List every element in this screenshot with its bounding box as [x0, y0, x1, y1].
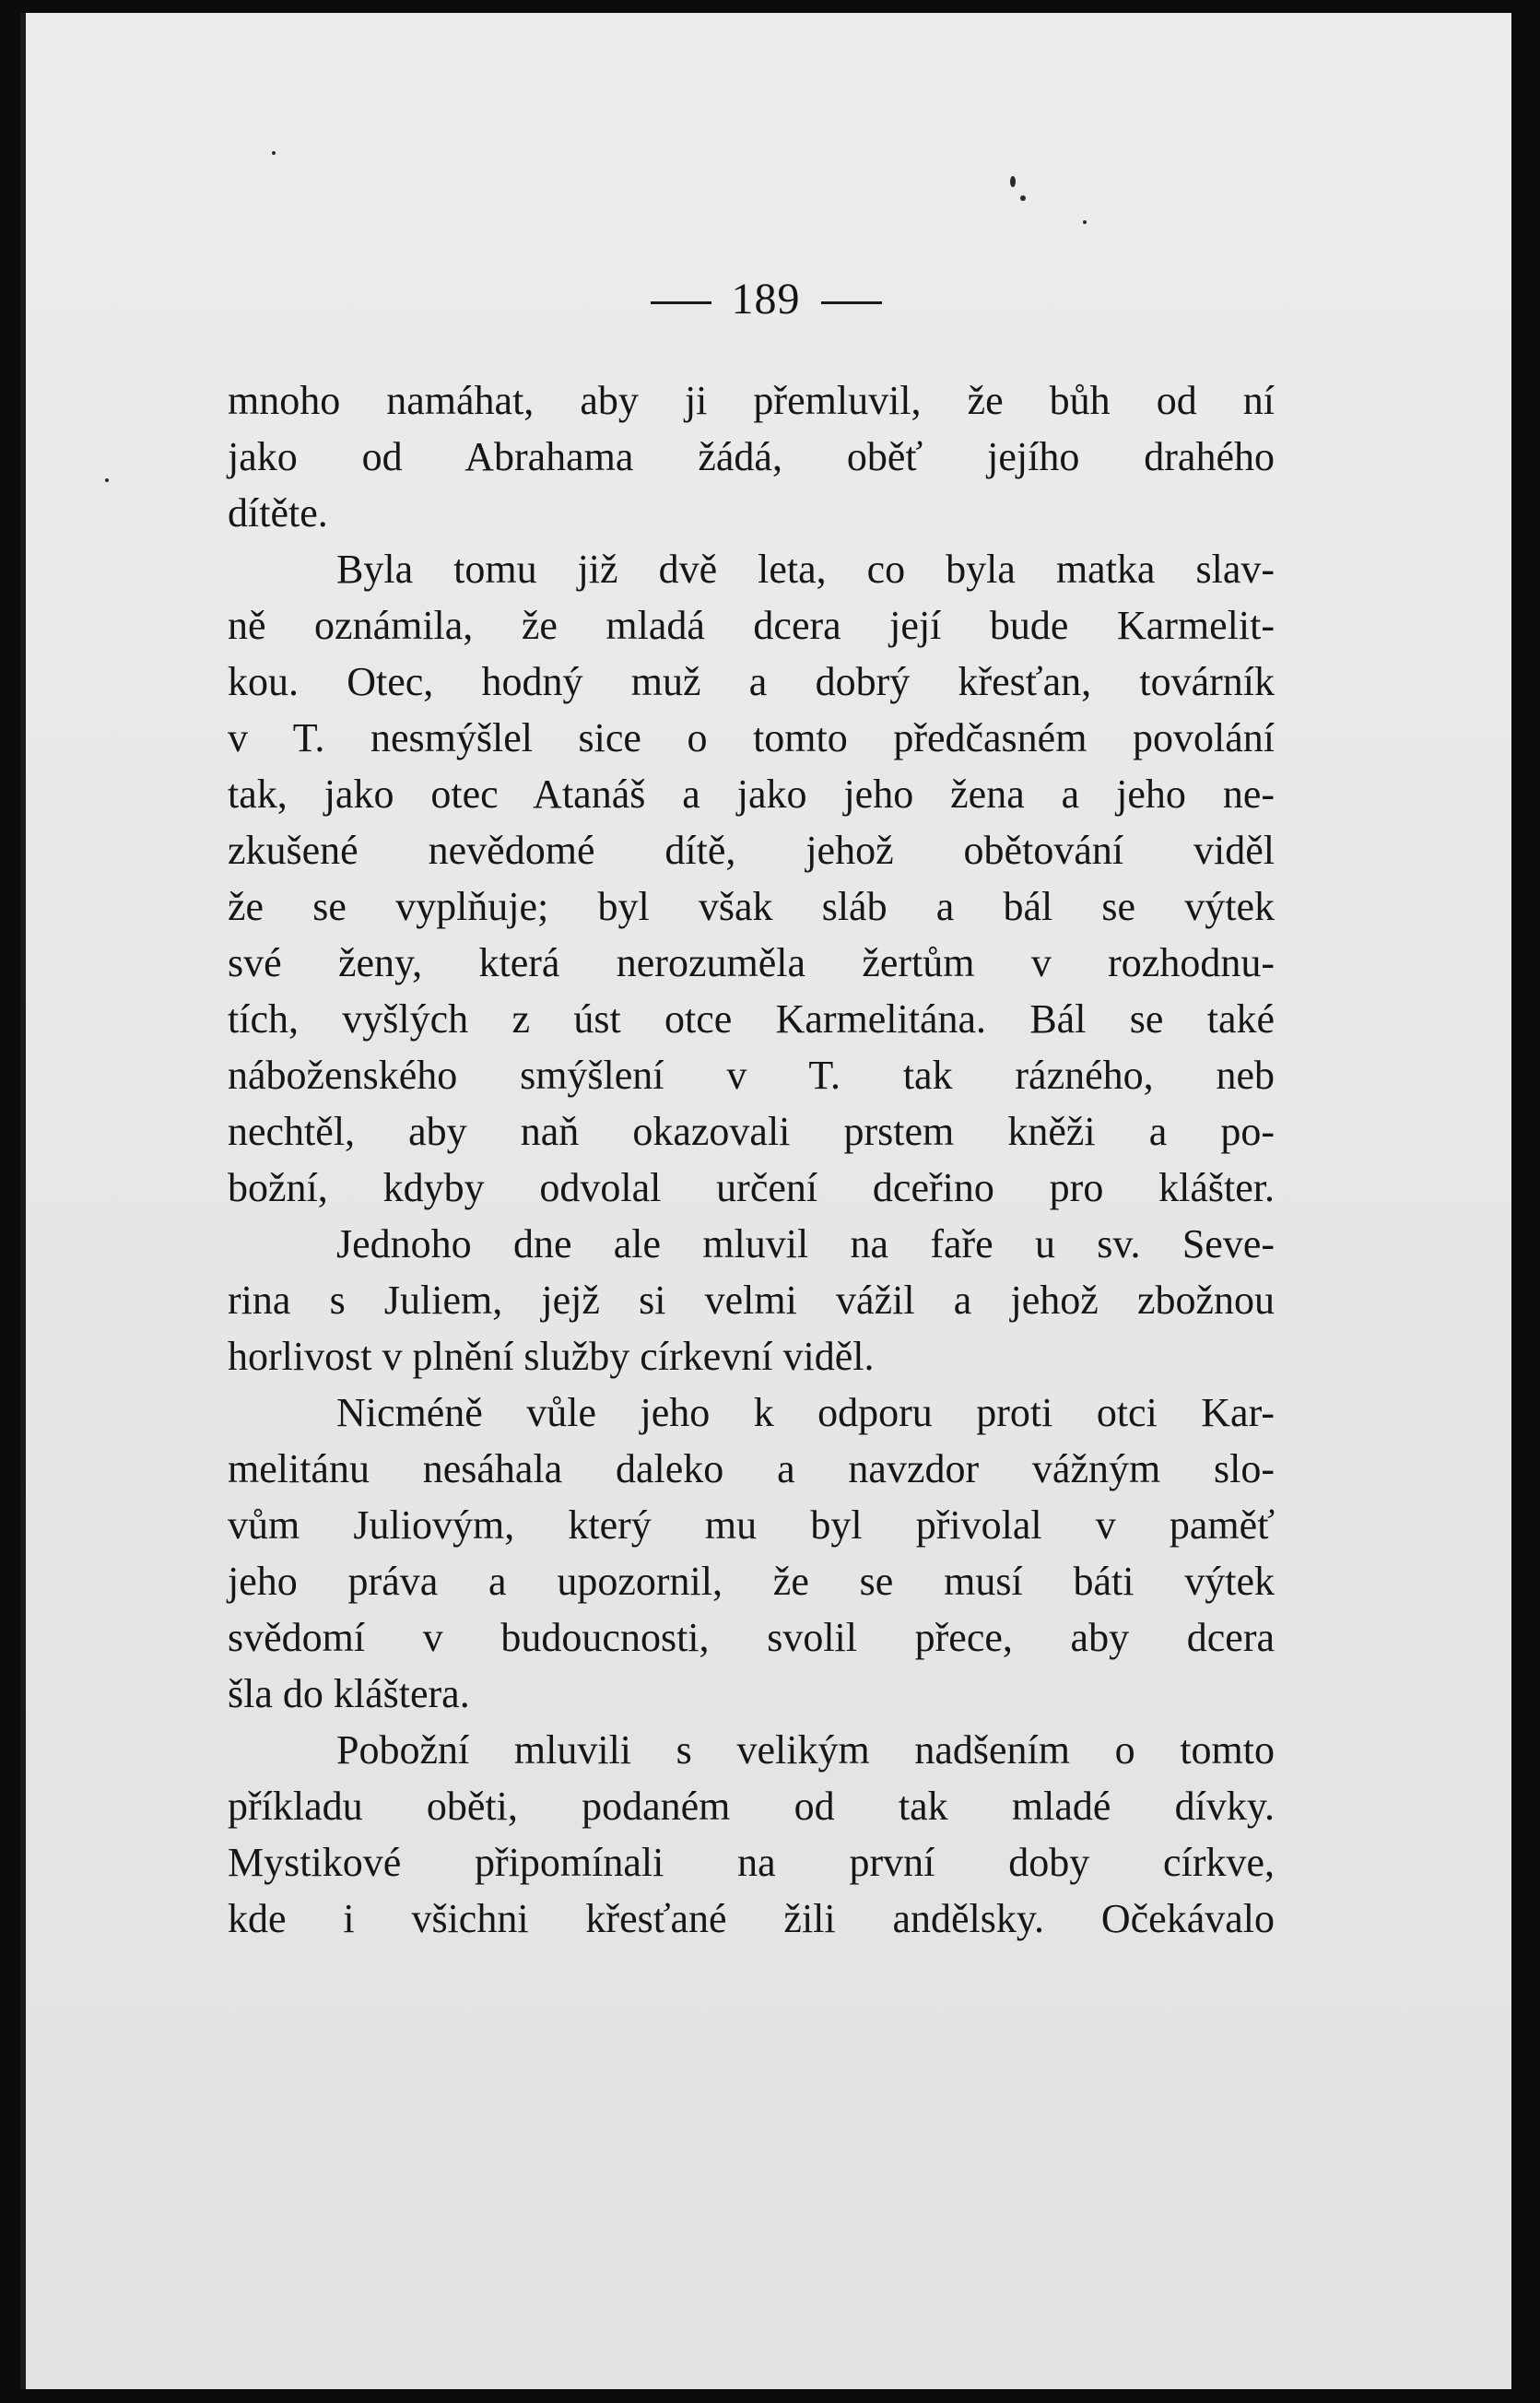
text-line: příkladu oběti, podaném od tak mladé dívky.: [228, 1784, 1275, 1829]
text-line: zkušené nevědomé dítě, jehož obětování viděl: [228, 828, 1275, 873]
ink-speck: [272, 151, 276, 155]
text-line: melitánu nesáhala daleko a navzdor vážným slo-: [228, 1446, 1275, 1491]
ink-speck: [1020, 195, 1026, 201]
text-line: kou. Otec, hodný muž a dobrý křesťan, továrník: [228, 659, 1275, 704]
text-line: jeho práva a upozornil, že se musí báti výtek: [228, 1559, 1275, 1604]
ink-speck: [1010, 176, 1016, 187]
ink-speck: [1083, 220, 1087, 224]
text-line: Byla tomu již dvě leta, co byla matka slav-: [336, 547, 1275, 592]
text-line: rina s Juliem, jejž si velmi vážil a jehož zbožnou: [228, 1278, 1275, 1323]
text-line: své ženy, která nerozuměla žertům v rozhodnu-: [228, 940, 1275, 985]
text-line: Jednoho dne ale mluvil na faře u sv. Seve-: [336, 1221, 1275, 1266]
body-text: [228, 372, 1275, 1947]
text-line: Pobožní mluvili s velikým nadšením o tomto: [336, 1727, 1275, 1773]
text-line: jako od Abrahama žádá, oběť jejího drahého: [228, 434, 1275, 479]
text-line: svědomí v budoucnosti, svolil přece, aby dcera: [228, 1615, 1275, 1660]
page-edge-shadow: [20, 13, 26, 2389]
text-line: Nicméně vůle jeho k odporu proti otci Kar-: [336, 1390, 1275, 1435]
text-line: šla do kláštera.: [228, 1671, 470, 1716]
text-line: božní, kdyby odvolal určení dceřino pro klášter.: [228, 1165, 1275, 1210]
text-line: mnoho namáhat, aby ji přemluvil, že bůh od ní: [228, 378, 1275, 423]
text-line: v T. nesmýšlel sice o tomto předčasném povolání: [228, 715, 1275, 760]
page-number-dash-left: [651, 301, 711, 304]
ink-speck: [105, 478, 109, 482]
text-line: dítěte.: [228, 490, 328, 536]
text-line: tak, jako otec Atanáš a jako jeho žena a jeho ne-: [228, 772, 1275, 817]
text-line: horlivost v plnění služby církevní viděl.: [228, 1334, 875, 1379]
text-line: kde i všichni křesťané žili andělsky. Očekávalo: [228, 1896, 1275, 1941]
text-line: vům Juliovým, který mu byl přivolal v paměť: [228, 1502, 1275, 1548]
text-line: nechtěl, aby naň okazovali prstem kněži a po-: [228, 1109, 1275, 1154]
page-number: [20, 274, 1511, 324]
page-number-dash-right: [821, 301, 882, 304]
text-line: že se vyplňuje; byl však sláb a bál se výtek: [228, 884, 1275, 929]
text-line: náboženského smýšlení v T. tak rázného, neb: [228, 1053, 1275, 1098]
text-line: Mystikové připomínali na první doby církve,: [228, 1840, 1275, 1885]
page-number-value: 189: [731, 275, 801, 324]
text-line: ně oznámila, že mladá dcera její bude Karmelit-: [228, 603, 1275, 648]
book-page: [20, 13, 1511, 2389]
text-line: tích, vyšlých z úst otce Karmelitána. Bál se také: [228, 996, 1275, 1042]
